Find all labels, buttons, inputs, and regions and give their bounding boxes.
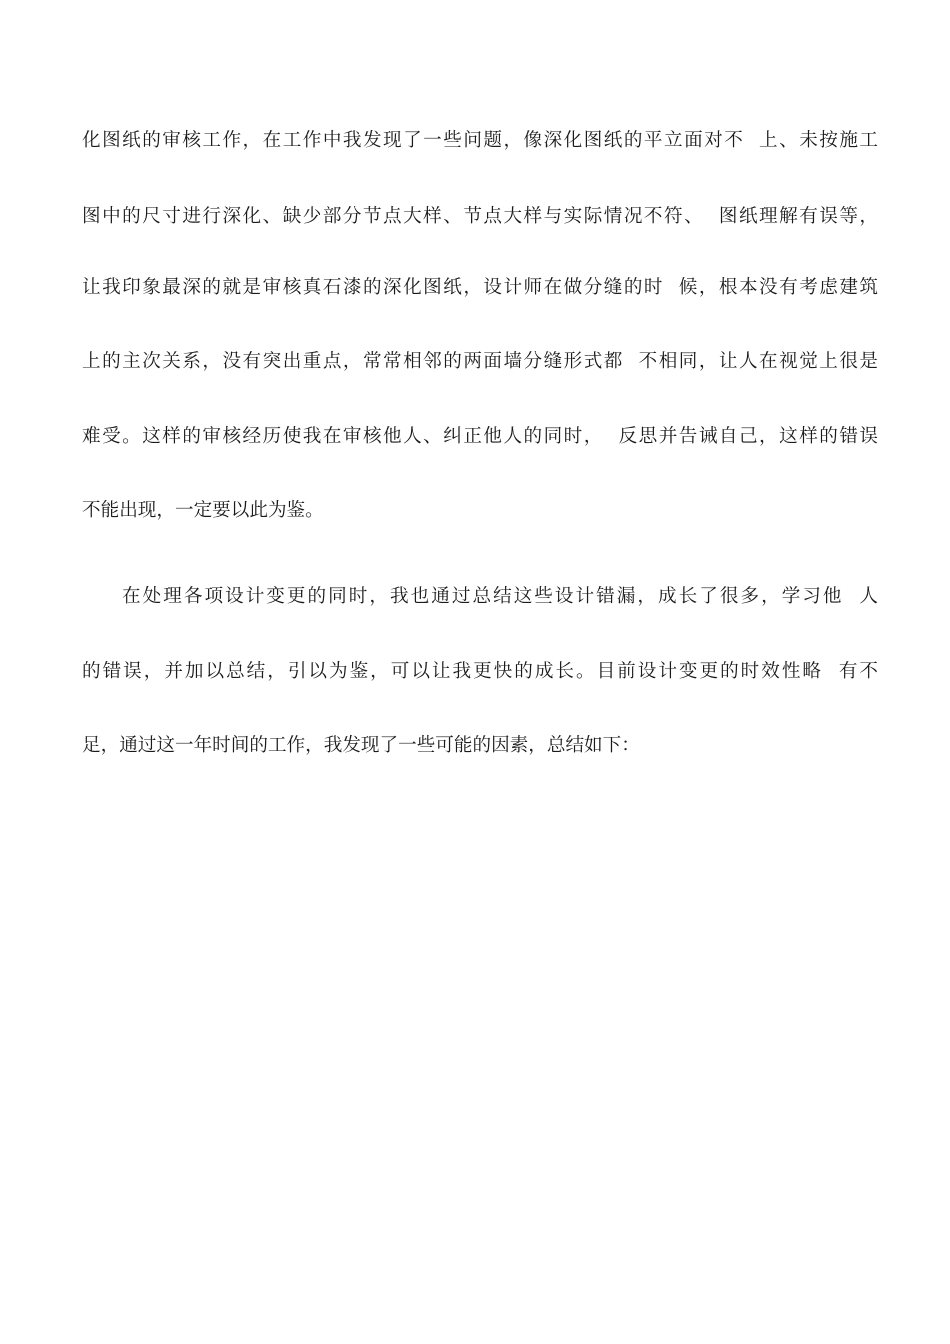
paragraph-2-line-3: 足，通过这一年时间的工作，我发现了一些可能的因素，总结如下： (82, 735, 640, 756)
paragraph-1-line-6: 不能出现，一定要以此为鉴。 (82, 500, 324, 521)
paragraph-1-line-1: 化图纸的审核工作，在工作中我发现了一些问题，像深化图纸的平立面对不 上、未按施工 (82, 130, 878, 151)
paragraph-1-line-2: 图中的尺寸进行深化、缺少部分节点大样、节点大样与实际情况不符、 图纸理解有误等， (82, 206, 878, 227)
paragraph-2-line-1: 在处理各项设计变更的同时，我也通过总结这些设计错漏，成长了很多，学习他 人 (122, 586, 878, 607)
paragraph-1-line-4: 上的主次关系，没有突出重点，常常相邻的两面墙分缝形式都 不相同，让人在视觉上很是 (82, 351, 878, 372)
paragraph-1-line-3: 让我印象最深的就是审核真石漆的深化图纸，设计师在做分缝的时 候，根本没有考虑建筑 (82, 277, 878, 298)
paragraph-1-line-5: 难受。这样的审核经历使我在审核他人、纠正他人的同时， 反思并告诫自己，这样的错误 (82, 426, 878, 447)
paragraph-2-line-2: 的错误，并加以总结，引以为鉴，可以让我更快的成长。目前设计变更的时效性略 有不 (82, 661, 878, 682)
